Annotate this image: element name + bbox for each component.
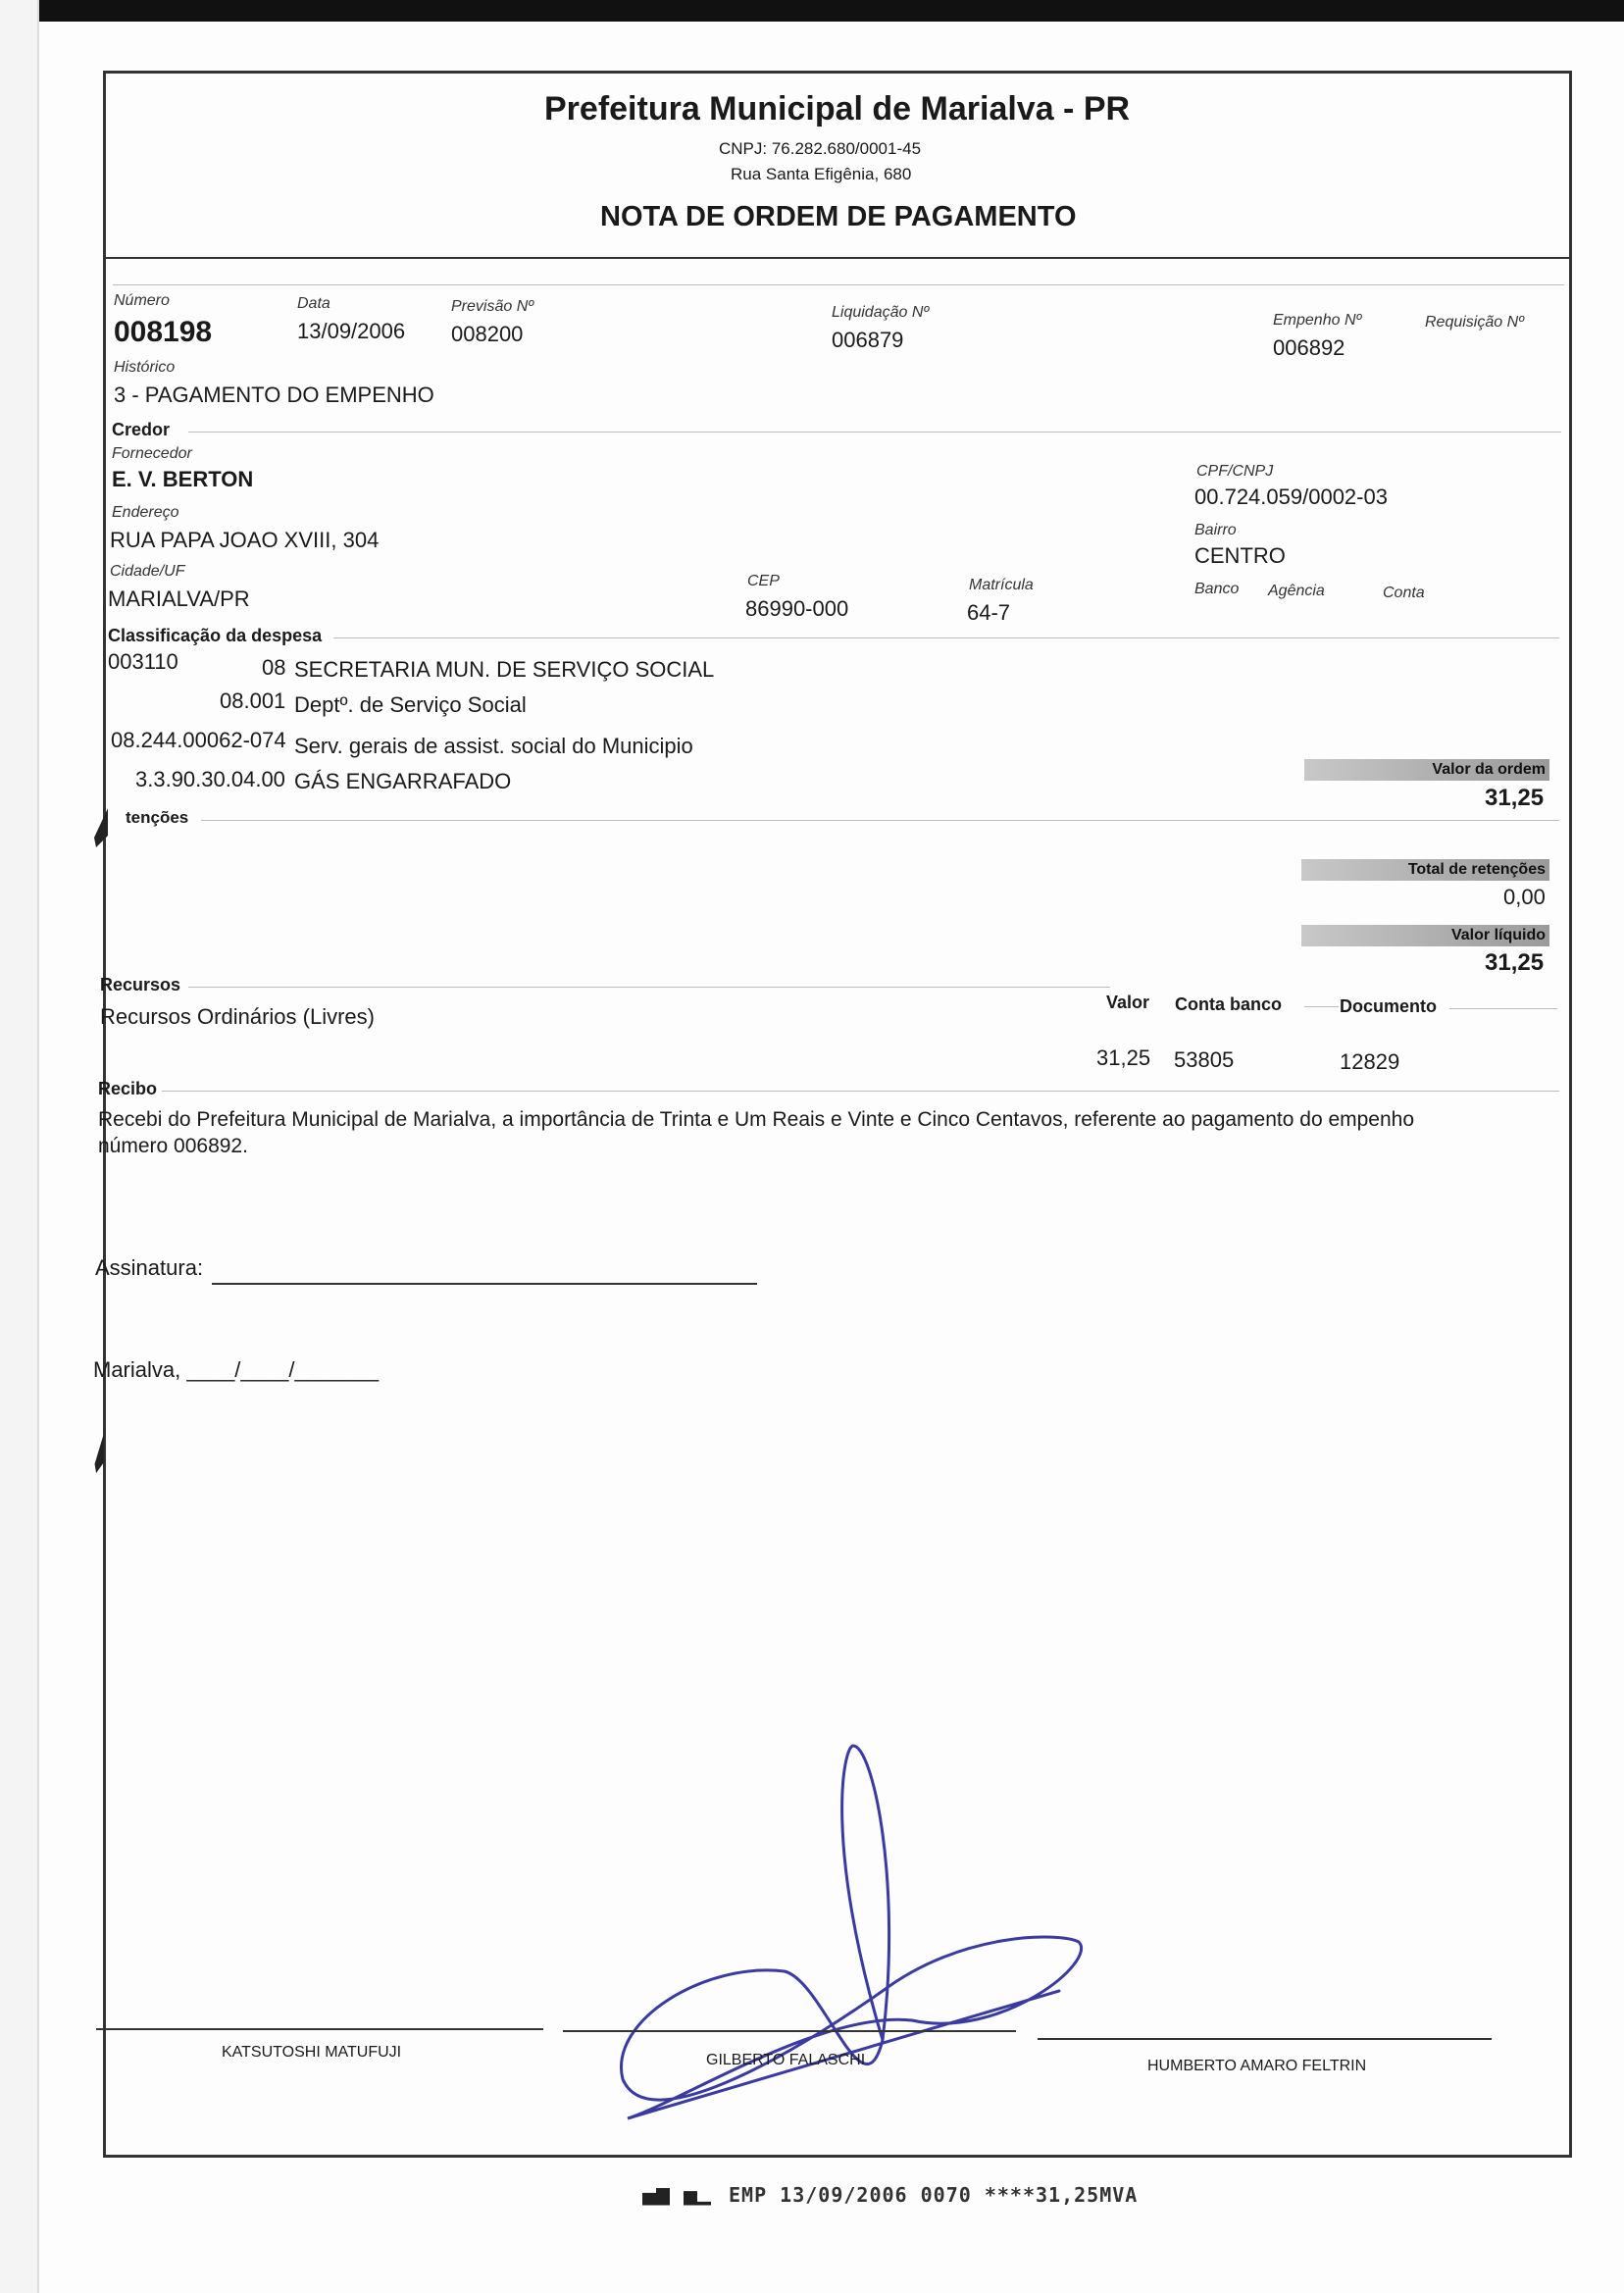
signature-line-3 [1038, 2038, 1492, 2040]
cnpj-text: CNPJ: 76.282.680/0001-45 [719, 139, 922, 158]
endereco-label: Endereço [112, 504, 179, 521]
recibo-section: Recibo [98, 1079, 158, 1098]
recursos-section: Recursos [100, 975, 181, 994]
recursos-header-divider-1 [1304, 1006, 1339, 1007]
agencia-label: Agência [1268, 583, 1325, 599]
class-code-1: 003110 [108, 649, 178, 674]
retencoes-section: tenções [126, 808, 189, 827]
class-desc-1: SECRETARIA MUN. DE SERVIÇO SOCIAL [294, 657, 715, 682]
fornecedor-label: Fornecedor [112, 445, 192, 462]
credor-section: Credor [112, 420, 171, 439]
classificacao-divider [333, 637, 1559, 638]
stamp-logo-icon [642, 2188, 711, 2206]
footer-stamp-text: EMP 13/09/2006 0070 ****31,25MVA [729, 2183, 1139, 2207]
fornecedor-value: E. V. BERTON [112, 467, 254, 491]
recursos-documento-header: Documento [1340, 996, 1437, 1016]
scan-left-edge [0, 0, 39, 2293]
signature-line-1 [96, 2028, 543, 2030]
footer-stamp [642, 2183, 1138, 2207]
signature-line-2 [563, 2030, 1016, 2032]
signatory-3: HUMBERTO AMARO FELTRIN [1147, 2058, 1367, 2074]
recibo-divider [162, 1091, 1559, 1092]
signatory-2: GILBERTO FALASCHI [706, 2052, 866, 2068]
numero-value: 008198 [114, 316, 213, 348]
bairro-value: CENTRO [1194, 543, 1286, 568]
cpf-label: CPF/CNPJ [1196, 463, 1274, 480]
matricula-label: Matrícula [969, 577, 1034, 593]
data-value: 13/09/2006 [297, 319, 406, 343]
recursos-valor: 31,25 [1096, 1045, 1151, 1070]
punch-hole-mark-1 [92, 808, 114, 847]
conta-label: Conta [1383, 585, 1425, 601]
liquidacao-value: 006879 [832, 328, 904, 352]
matricula-value: 64-7 [967, 600, 1011, 625]
recibo-text-line1: Recebi do Prefeitura Municipal de Marialva, a importância de Trinta e Um Reais e Vinte e Cinco Centavos, referente ao pagamento do empenho [98, 1108, 1415, 1131]
address-text: Rua Santa Efigênia, 680 [731, 165, 912, 183]
ids-divider [113, 284, 1564, 285]
requisicao-label: Requisição Nº [1425, 314, 1524, 331]
class-sub-1: 08 [262, 655, 286, 680]
valor-ordem-label: Valor da ordem [1304, 759, 1549, 781]
empenho-value: 006892 [1273, 335, 1345, 360]
historico-value: 3 - PAGAMENTO DO EMPENHO [114, 382, 434, 407]
recursos-divider [188, 987, 1110, 988]
credor-divider [188, 432, 1561, 433]
total-retencoes-value: 0,00 [1503, 885, 1546, 909]
document-title: NOTA DE ORDEM DE PAGAMENTO [600, 201, 1077, 232]
header-divider [103, 257, 1572, 259]
liquidacao-label: Liquidação Nº [832, 304, 930, 321]
previsao-label: Previsão Nº [451, 298, 534, 315]
class-desc-2: Deptº. de Serviço Social [294, 692, 527, 717]
valor-liquido-value: 31,25 [1485, 949, 1545, 976]
signature-scribble [588, 1726, 1118, 2138]
endereco-value: RUA PAPA JOAO XVIII, 304 [110, 528, 380, 552]
punch-hole-mark-2 [92, 1434, 114, 1473]
assinatura-line [212, 1283, 757, 1285]
recurso-name: Recursos Ordinários (Livres) [100, 1004, 375, 1029]
bairro-label: Bairro [1194, 522, 1237, 538]
empenho-label: Empenho Nº [1273, 312, 1362, 329]
cidade-value: MARIALVA/PR [108, 586, 250, 611]
cep-label: CEP [747, 573, 780, 589]
classificacao-section: Classificação da despesa [108, 626, 323, 645]
class-code-3: 08.244.00062-074 [111, 728, 286, 752]
recursos-conta: 53805 [1174, 1047, 1235, 1072]
local-date: Marialva, ____/____/_______ [93, 1357, 380, 1382]
data-label: Data [297, 295, 330, 312]
valor-ordem-value: 31,25 [1485, 785, 1545, 811]
valor-liquido-label: Valor líquido [1301, 925, 1549, 946]
total-retencoes-label: Total de retenções [1301, 859, 1549, 881]
signatory-1: KATSUTOSHI MATUFUJI [222, 2044, 402, 2061]
assinatura-label: Assinatura: [95, 1255, 204, 1280]
scan-top-edge [0, 0, 1624, 22]
historico-label: Histórico [114, 359, 176, 376]
banco-label: Banco [1194, 581, 1240, 597]
cep-value: 86990-000 [745, 596, 849, 621]
recursos-header-divider-2 [1449, 1008, 1557, 1009]
class-desc-4: GÁS ENGARRAFADO [294, 769, 512, 793]
numero-label: Número [114, 292, 170, 309]
cidade-label: Cidade/UF [110, 563, 185, 580]
recursos-documento: 12829 [1340, 1049, 1400, 1074]
class-desc-3: Serv. gerais de assist. social do Municipio [294, 734, 693, 758]
class-code-2: 08.001 [220, 688, 286, 713]
recursos-conta-header: Conta banco [1175, 994, 1283, 1014]
page-title: Prefeitura Municipal de Marialva - PR [544, 90, 1131, 127]
retencoes-divider [201, 820, 1559, 821]
recursos-valor-header: Valor [1106, 993, 1150, 1012]
recibo-text-line2: número 006892. [98, 1135, 248, 1157]
cpf-value: 00.724.059/0002-03 [1194, 484, 1388, 509]
previsao-value: 008200 [451, 322, 524, 346]
class-code-4: 3.3.90.30.04.00 [135, 767, 285, 791]
